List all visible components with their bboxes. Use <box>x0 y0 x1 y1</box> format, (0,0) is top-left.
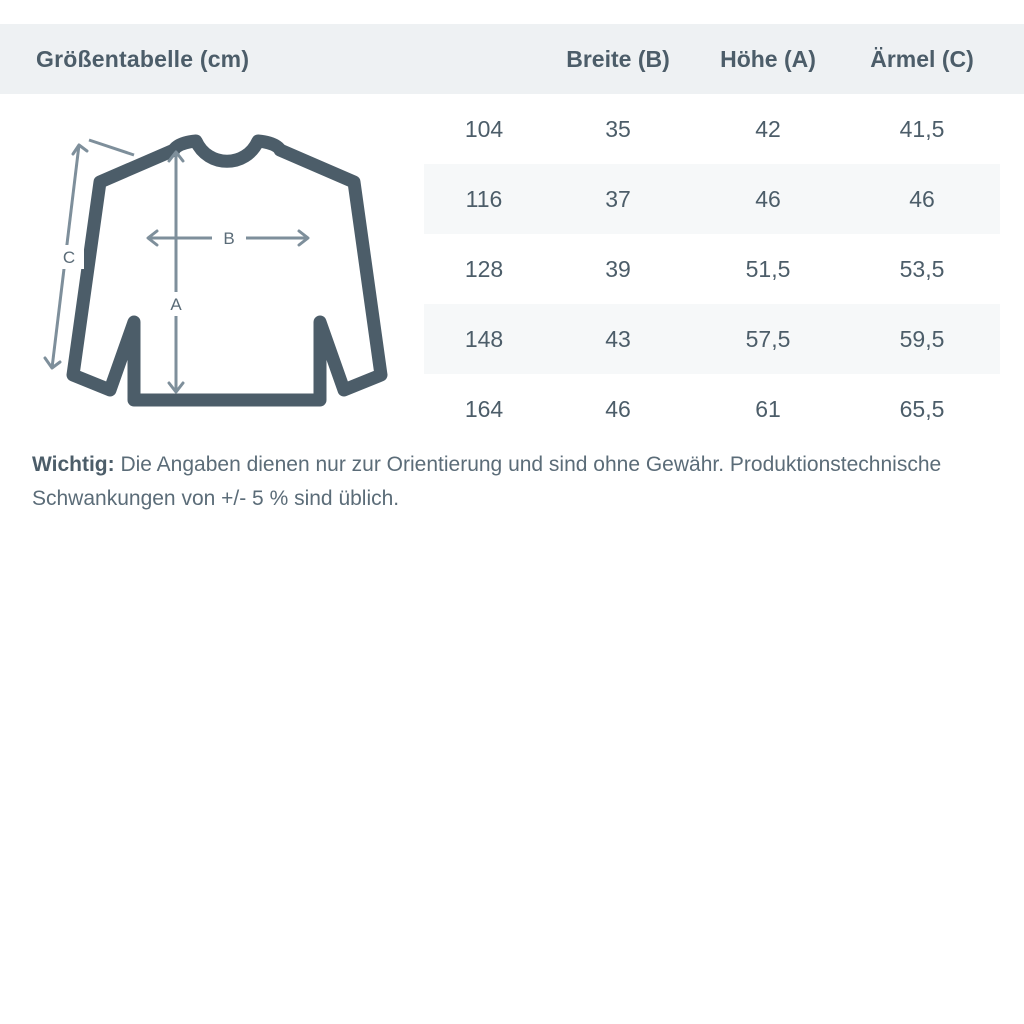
page-title: Größentabelle (cm) <box>36 45 250 72</box>
cell-breite: 37 <box>605 185 631 212</box>
table-row <box>424 374 1000 444</box>
cell-hoehe: 42 <box>755 115 781 142</box>
label-c: C <box>62 248 76 267</box>
cell-hoehe: 57,5 <box>745 325 791 352</box>
cell-breite: 46 <box>605 395 631 422</box>
cell-hoehe: 61 <box>755 395 781 422</box>
disclaimer-note <box>32 448 992 516</box>
table-row <box>424 94 1000 164</box>
cell-aermel: 65,5 <box>899 395 945 422</box>
cell-size: 104 <box>464 115 504 142</box>
column-header-breite: Breite (B) <box>566 45 670 72</box>
label-b: B <box>223 229 235 248</box>
cell-aermel: 41,5 <box>899 115 945 142</box>
table-row <box>424 304 1000 374</box>
cell-size: 164 <box>464 395 504 422</box>
table-row <box>424 234 1000 304</box>
cell-aermel: 59,5 <box>899 325 945 352</box>
cell-size: 148 <box>464 325 504 352</box>
table-row <box>424 164 1000 234</box>
cell-size: 116 <box>465 185 503 212</box>
size-table <box>424 94 1000 444</box>
measure-a-arrow <box>169 152 183 392</box>
cell-breite: 35 <box>605 115 631 142</box>
cell-size: 128 <box>464 255 504 282</box>
column-header-hoehe: Höhe (A) <box>720 45 816 72</box>
table-header <box>0 24 1024 94</box>
column-header-aermel: Ärmel (C) <box>870 45 974 72</box>
cell-hoehe: 51,5 <box>745 255 791 282</box>
label-a: A <box>170 295 182 314</box>
cell-breite: 43 <box>605 325 631 352</box>
disclaimer-text: Die Angaben dienen nur zur Orientierung und sind ohne Gewähr. Produktionstechnische Schwankungen von +/- 5 % sind üblich. <box>32 453 942 510</box>
cell-aermel: 46 <box>909 185 935 212</box>
column-header-size <box>424 46 544 73</box>
cell-hoehe: 46 <box>755 185 781 212</box>
sweater-diagram <box>24 110 414 430</box>
column-headers <box>424 46 1000 73</box>
sweater-icon <box>73 141 381 400</box>
cell-aermel: 53,5 <box>899 255 945 282</box>
disclaimer-lead: Wichtig: <box>32 453 115 476</box>
cell-breite: 39 <box>605 255 631 282</box>
